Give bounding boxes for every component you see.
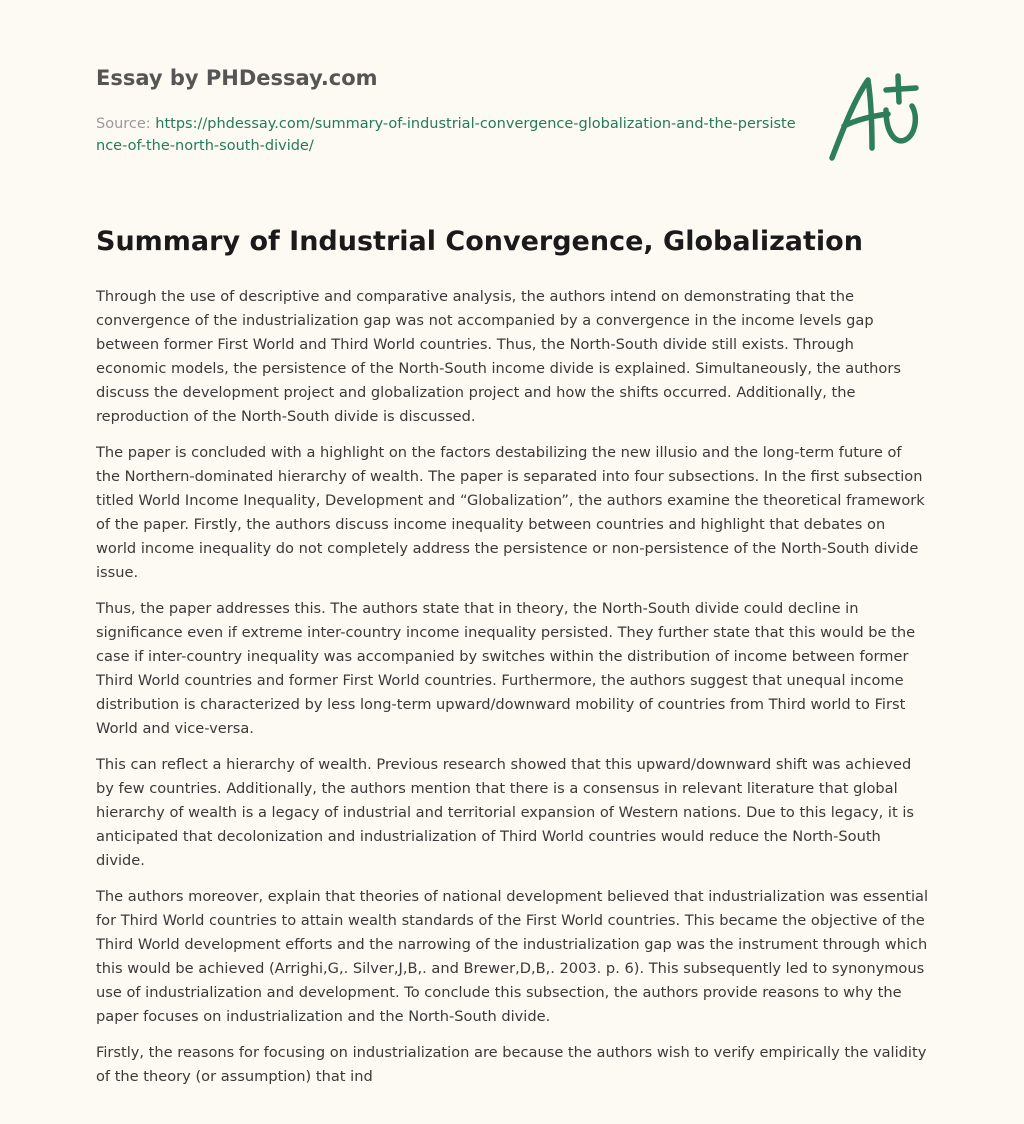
source-label: Source:: [96, 116, 151, 132]
essay-body: [96, 285, 928, 1101]
essay-paragraph: Firstly, the reasons for focusing on industrialization are because the authors wish to verify empirically the validity of the theory (or assumption) that ind: [96, 1044, 927, 1085]
essay-paragraph: Through the use of descriptive and comparative analysis, the authors intend on demonstrating that the convergence of the industrialization gap was not accompanied by a convergence in the income levels gap between former First World and Third World countries. Thus, the North-South divide still exists. Through economic models, the persistence of the North-South income divide is explained. Simultaneously, the authors discuss the development project and globalization project and how the shifts occurred. Additionally, the reproduction of the North-South divide is discussed.: [96, 288, 901, 425]
essay-paragraph: This can reflect a hierarchy of wealth. Previous research showed that this upward/downward shift was achieved by few countries. Additionally, the authors mention that there is a consensus in relevant literature that global hierarchy of wealth is a legacy of industrial and territorial expansion of Western nations. Due to this legacy, it is anticipated that decolonization and industrialization of Third World countries would reduce the North-South divide.: [96, 756, 914, 869]
source-link[interactable]: https://phdessay.com/summary-of-industrial-convergence-globalization-and-the-persistence-of-the-north-south-divide/: [96, 116, 796, 154]
essay-title: Summary of Industrial Convergence, Globalization: [96, 226, 863, 257]
essay-paragraph: The authors moreover, explain that theories of national development believed that industrialization was essential for Third World countries to attain wealth standards of the First World countries. This became the objective of the Third World development efforts and the narrowing of the industrialization gap was the instrument through which this would be achieved (Arrighi,G,. Silver,J,B,. and Brewer,D,B,. 2003. p. 6). This subsequently led to synonymous use of industrialization and development. To conclude this subsection, the authors provide reasons to why the paper focuses on industrialization and the North-South divide.: [96, 888, 929, 1025]
essay-paragraph: Thus, the paper addresses this. The authors state that in theory, the North-South divide could decline in significance even if extreme inter-country income inequality persisted. They further state that this would be the case if inter-country inequality was accompanied by switches within the distribution of income between former Third World countries and former First World countries. Furthermore, the authors suggest that unequal income distribution is characterized by less long-term upward/downward mobility of countries from Third world to First World and vice-versa.: [96, 600, 916, 737]
a-plus-grade-icon: [826, 68, 926, 166]
essay-paragraph: The paper is concluded with a highlight on the factors destabilizing the new illusio and the long-term future of the Northern-dominated hierarchy of wealth. The paper is separated into four subsections. In the first subsection titled World Income Inequality, Development and “Globalization”, the authors examine the theoretical framework of the paper. Firstly, the authors discuss income inequality between countries and highlight that debates on world income inequality do not completely address the persistence or non-persistence of the North-South divide issue.: [96, 444, 925, 581]
site-title: Essay by PHDessay.com: [96, 66, 378, 90]
source-line: [96, 113, 796, 157]
